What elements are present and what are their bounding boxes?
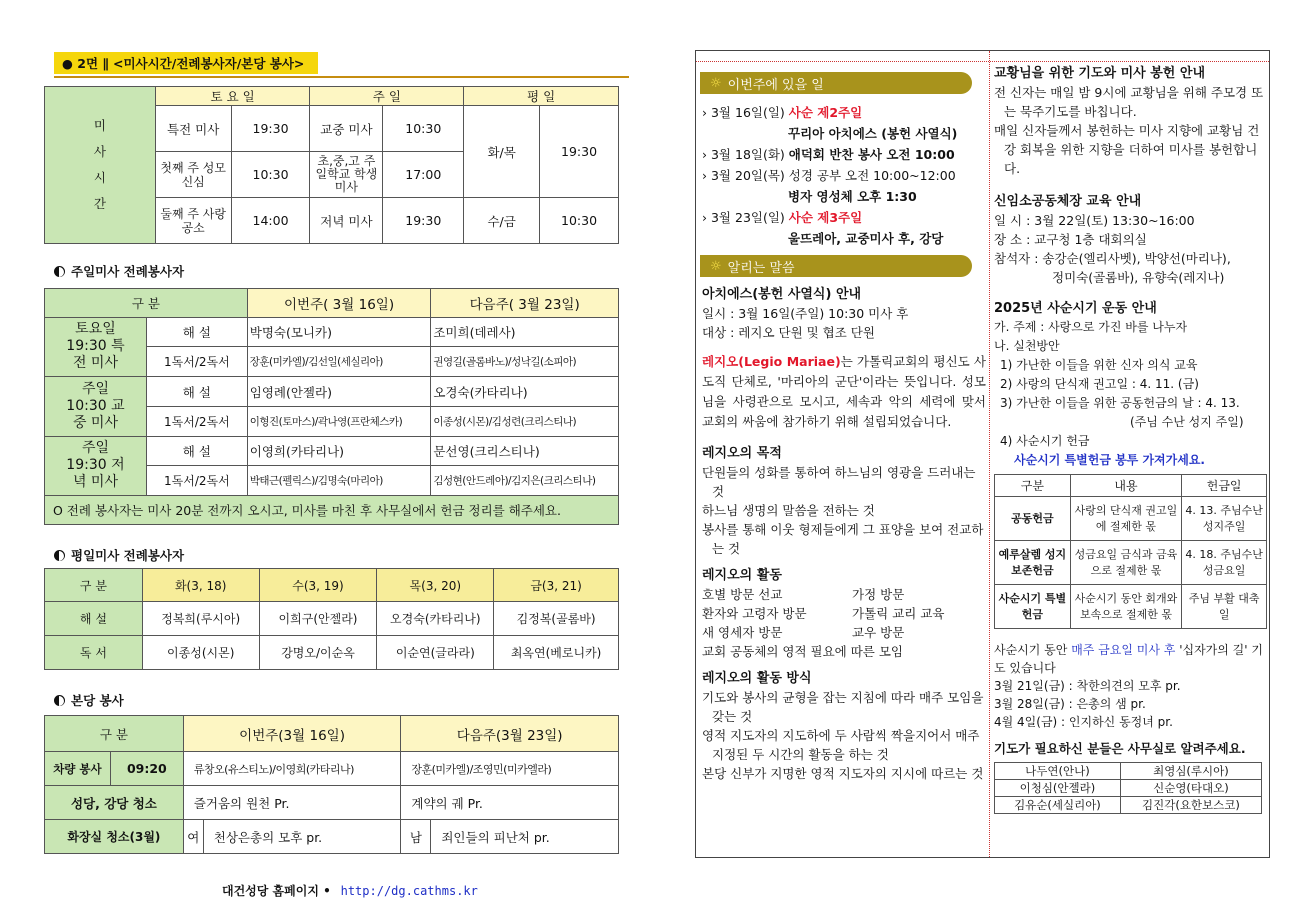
cell: 장훈(미카엘)/김선일(세실리아): [247, 347, 431, 377]
cell: 성금요일 금식과 금육으로 절제한 몫: [1070, 541, 1182, 585]
half-circle-icon: [54, 266, 65, 277]
cell: 10:30: [231, 152, 310, 198]
offering-table: [994, 474, 1267, 629]
cell: 19:30: [383, 198, 464, 244]
cell: 예루살렘 성지보존헌금: [995, 541, 1071, 585]
role: 1독서/2독서: [146, 406, 247, 436]
sunday-ministers-table: [44, 288, 619, 525]
cell: 김성현(안드레아)/김지은(크리스티나): [431, 466, 619, 496]
role: 화장실 청소(3월): [45, 820, 184, 854]
left-page-header: [54, 52, 629, 78]
parish-service-table: [44, 715, 619, 854]
role: 해 설: [146, 436, 247, 466]
cell: 정복희(루시아): [142, 602, 259, 636]
role: 1독서/2독서: [146, 347, 247, 377]
sunday-ministers-title: 주일미사 전례봉사자: [54, 262, 184, 280]
prayer-table: [994, 762, 1262, 814]
cell: 이희구(안젤라): [259, 602, 377, 636]
cell: 사순시기 동안 회개와 보속으로 절제한 몫: [1070, 585, 1182, 629]
cell: 최옥연(베로니카): [494, 636, 619, 670]
cell: 특전 미사: [155, 106, 231, 152]
cell: 박명숙(모니카): [247, 317, 431, 347]
cell: 이청심(안젤라): [995, 780, 1121, 797]
head-thu: 목(3, 20): [377, 569, 494, 602]
event: › 3월 18일(화) 애덕회 반찬 봉사 오전 10:00: [702, 147, 955, 162]
head-weekday: 평 일: [464, 87, 619, 106]
cell: 장훈(미카엘)/조영민(미카엘라): [401, 752, 619, 786]
half-circle-icon: [54, 695, 65, 706]
time: 09:20: [110, 752, 183, 786]
cell: 오경숙(카타리나): [431, 377, 619, 407]
cell: 14:00: [231, 198, 310, 244]
cell: 남: [401, 820, 431, 854]
events-list: [702, 102, 986, 249]
footer-label: 대건성당 홈페이지 •: [222, 884, 331, 898]
pope-section: 교황님을 위한 기도와 미사 봉헌 안내 전 신자는 매일 밤 9시에 교황님을 위해 주모경 또는 묵주기도를 바칩니다. 매일 신자들께서 봉헌하는 미사 지향에 교황님 건강 회복을 위한 지향을 더하여 미사를 봉헌합니다.: [994, 66, 1264, 176]
mass-time-label: 미 사 시 간: [45, 87, 156, 244]
head: 내용: [1070, 475, 1182, 497]
ministers-note: O 전례 봉사자는 미사 20분 전까지 오시고, 미사를 마친 후 사무실에서 헌금 정리를 해주세요.: [45, 496, 619, 525]
head: 헌금일: [1182, 475, 1267, 497]
event: › 3월 23일(일) 사순 제3주일: [702, 210, 863, 225]
legio-activity: 레지오의 활동 호별 방문 선교 가정 방문 환자와 고령자 방문 가톨릭 교리 교육 새 영세자 방문 교우 방문 교회 공동체의 영적 필요에 따른 모임: [702, 568, 945, 659]
event-detail: 꾸리아 아치에스 (봉헌 사열식): [788, 126, 958, 141]
cell: 사랑의 단식재 권고일에 절제한 몫: [1070, 497, 1182, 541]
cell: 신순영(타대오): [1120, 780, 1261, 797]
cell: 이형진(토마스)/곽나영(프란체스카): [247, 406, 431, 436]
cell: 4. 13. 주님수난성지주일: [1182, 497, 1267, 541]
cell: 4. 18. 주님수난성금요일: [1182, 541, 1267, 585]
mass-label: 주일 19:30 저녁 미사: [45, 436, 147, 496]
role: 해 설: [146, 317, 247, 347]
cell: 나두연(안나): [995, 763, 1121, 780]
head-tue: 화(3, 18): [142, 569, 259, 602]
role: 독 서: [45, 636, 143, 670]
cell: 둘째 주 사랑 공소: [155, 198, 231, 244]
cell: 초,중,고 주일학교 학생미사: [310, 152, 383, 198]
cell: 저녁 미사: [310, 198, 383, 244]
cell: 교중 미사: [310, 106, 383, 152]
event: › 3월 16일(일) 사순 제2주일: [702, 105, 863, 120]
cell: 화/목: [464, 106, 540, 198]
head-next-week: 다음주( 3월 23일): [431, 289, 619, 318]
column-divider: [989, 51, 990, 857]
top-dashed-line: [696, 61, 1269, 62]
head-wed: 수(3, 19): [259, 569, 377, 602]
legio-intro: 레지오(Legio Mariae)는 가톨릭교회의 평신도 사도직 단체로, '마리아의 군단'이라는 뜻입니다. 성모님을 사령관으로 모시고, 세속과 악의 세력에 맞서 교회의 싸움에 참가하기 위해 설립되었습니다.: [702, 354, 986, 429]
right-column-1: [702, 72, 986, 783]
cell: 강명오/이순옥: [259, 636, 377, 670]
cell: 사순시기 특별헌금: [995, 585, 1071, 629]
head-next-week: 다음주(3월 23일): [401, 716, 619, 752]
edu-section: 신임소공동체장 교육 안내 일 시 : 3월 22일(토) 13:30~16:00 장 소 : 교구청 1층 대회의실 참석자 : 송강순(엘리사벳), 박양선(마리나), 정미숙(골롬바), 유향숙(레지나): [994, 194, 1231, 285]
head-this-week: 이번주( 3월 16일): [247, 289, 431, 318]
event: › 3월 20일(목) 성경 공부 오전 10:00~12:00: [702, 168, 956, 183]
cell: 19:30: [540, 106, 619, 198]
cell: 이종성(시몬): [142, 636, 259, 670]
role: 성당, 강당 청소: [45, 786, 184, 820]
event-detail: 병자 영성체 오후 1:30: [788, 189, 917, 204]
cell: 이종성(시몬)/김성련(크리스티나): [431, 406, 619, 436]
mass-time-table: [44, 86, 619, 244]
cell: 김정복(골롬바): [494, 602, 619, 636]
role: 해 설: [146, 377, 247, 407]
cell: 이영희(카타리나): [247, 436, 431, 466]
parish-service-title: 본당 봉사: [54, 691, 124, 709]
role: 차량 봉사: [45, 752, 111, 786]
weekday-ministers-title: 평일미사 전례봉사자: [54, 546, 184, 564]
cell: 19:30: [231, 106, 310, 152]
cell: 박태근(펠릭스)/김명숙(마리아): [247, 466, 431, 496]
mass-label: 토요일 19:30 특전 미사: [45, 317, 147, 377]
cell: 류창오(유스티노)/이영희(카타리나): [183, 752, 401, 786]
head-category: 구 분: [45, 716, 184, 752]
cell: 수/금: [464, 198, 540, 244]
notice-banner: ☼ 알리는 말씀: [700, 255, 972, 277]
role: 1독서/2독서: [146, 466, 247, 496]
head: 구분: [995, 475, 1071, 497]
sun-icon: ☼: [710, 75, 722, 91]
cell: 계약의 궤 Pr.: [401, 786, 619, 820]
mass-label: 주일 10:30 교중 미사: [45, 377, 147, 437]
cell: 조미희(데레사): [431, 317, 619, 347]
cell: 천상은총의 모후 pr.: [203, 820, 401, 854]
head-fri: 금(3, 21): [494, 569, 619, 602]
head-category: 구 분: [45, 289, 248, 318]
prayer-section: 기도가 필요하신 분들은 사무실로 알려주세요.: [994, 741, 1246, 756]
cross-way-section: 사순시기 동안 매주 금요일 미사 후 '십자가의 길' 기도 있습니다 3월 21일(금) : 착한의견의 모후 pr. 3월 28일(금) : 은총의 샘 pr. 4월 4일(금) : 인지하신 동정녀 pr.: [994, 643, 1263, 729]
head-sunday: 주 일: [310, 87, 464, 106]
cell: 최영심(루시아): [1120, 763, 1261, 780]
cell: 공동헌금: [995, 497, 1071, 541]
lent-section: 2025년 사순시기 운동 안내 가. 주제 : 사랑으로 가진 바를 나누자 나. 실천방안 1) 가난한 이들을 위한 신자 의식 교육 2) 사랑의 단식재 권고일 : 4. 11. (금) 3) 가난한 이들을 위한 공동헌금의 날 : 4. 13. (주님 수난 성지 주일) 4) 사순시기 헌금 사순시기 특별헌금 봉투 가져가세요.: [994, 301, 1244, 467]
cell: 이순연(글라라): [377, 636, 494, 670]
cell: 권영길(골롬바노)/성낙길(소피아): [431, 347, 619, 377]
footer: [222, 882, 478, 899]
legio-purpose: 레지오의 목적 단원들의 성화를 통하여 하느님의 영광을 드러내는 것 하느님 생명의 말씀을 전하는 것 봉사를 통해 이웃 형제들에게 그 표양을 보여 전교하는 것: [702, 446, 984, 556]
cell: 김유순(세실리아): [995, 797, 1121, 814]
head-category: 구 분: [45, 569, 143, 602]
week-banner: ☼ 이번주에 있을 일: [700, 72, 972, 94]
right-column-2: [994, 64, 1266, 814]
cell: 10:30: [383, 106, 464, 152]
homepage-link[interactable]: http://dg.cathms.kr: [340, 884, 478, 898]
cell: 첫째 주 성모 신심: [155, 152, 231, 198]
weekday-ministers-table: [44, 568, 619, 670]
cell: 10:30: [540, 198, 619, 244]
header-label: ● 2면 ∥ <미사시간/전례봉사자/본당 봉사>: [54, 52, 318, 74]
cell: 즐거움의 원천 Pr.: [183, 786, 401, 820]
cell: 김진각(요한보스코): [1120, 797, 1261, 814]
cell: 여: [183, 820, 203, 854]
head-saturday: 토 요 일: [155, 87, 310, 106]
legio-method: 레지오의 활동 방식 기도와 봉사의 균형을 잡는 지침에 따라 매주 모임을 갖는 것 영적 지도자의 지도하에 두 사람씩 짝을지어서 매주 지정된 두 시간의 활동을 하는 것 본당 신부가 지명한 영적 지도자의 지시에 따르는 것: [702, 671, 984, 781]
cell: 죄인들의 피난처 pr.: [431, 820, 619, 854]
event-detail: 울뜨레아, 교중미사 후, 강당: [788, 231, 944, 246]
half-circle-icon: [54, 550, 65, 561]
cell: 문선영(크리스티나): [431, 436, 619, 466]
cell: 오경숙(카타리나): [377, 602, 494, 636]
cell: 임영례(안젤라): [247, 377, 431, 407]
cell: 주님 부활 대축일: [1182, 585, 1267, 629]
acies-section: 아치에스(봉헌 사열식) 안내 일시 : 3월 16일(주일) 10:30 미사 후 대상 : 레지오 단원 및 협조 단원: [702, 287, 909, 340]
sun-icon: ☼: [710, 258, 722, 274]
cell: 17:00: [383, 152, 464, 198]
head-this-week: 이번주(3월 16일): [183, 716, 401, 752]
role: 해 설: [45, 602, 143, 636]
